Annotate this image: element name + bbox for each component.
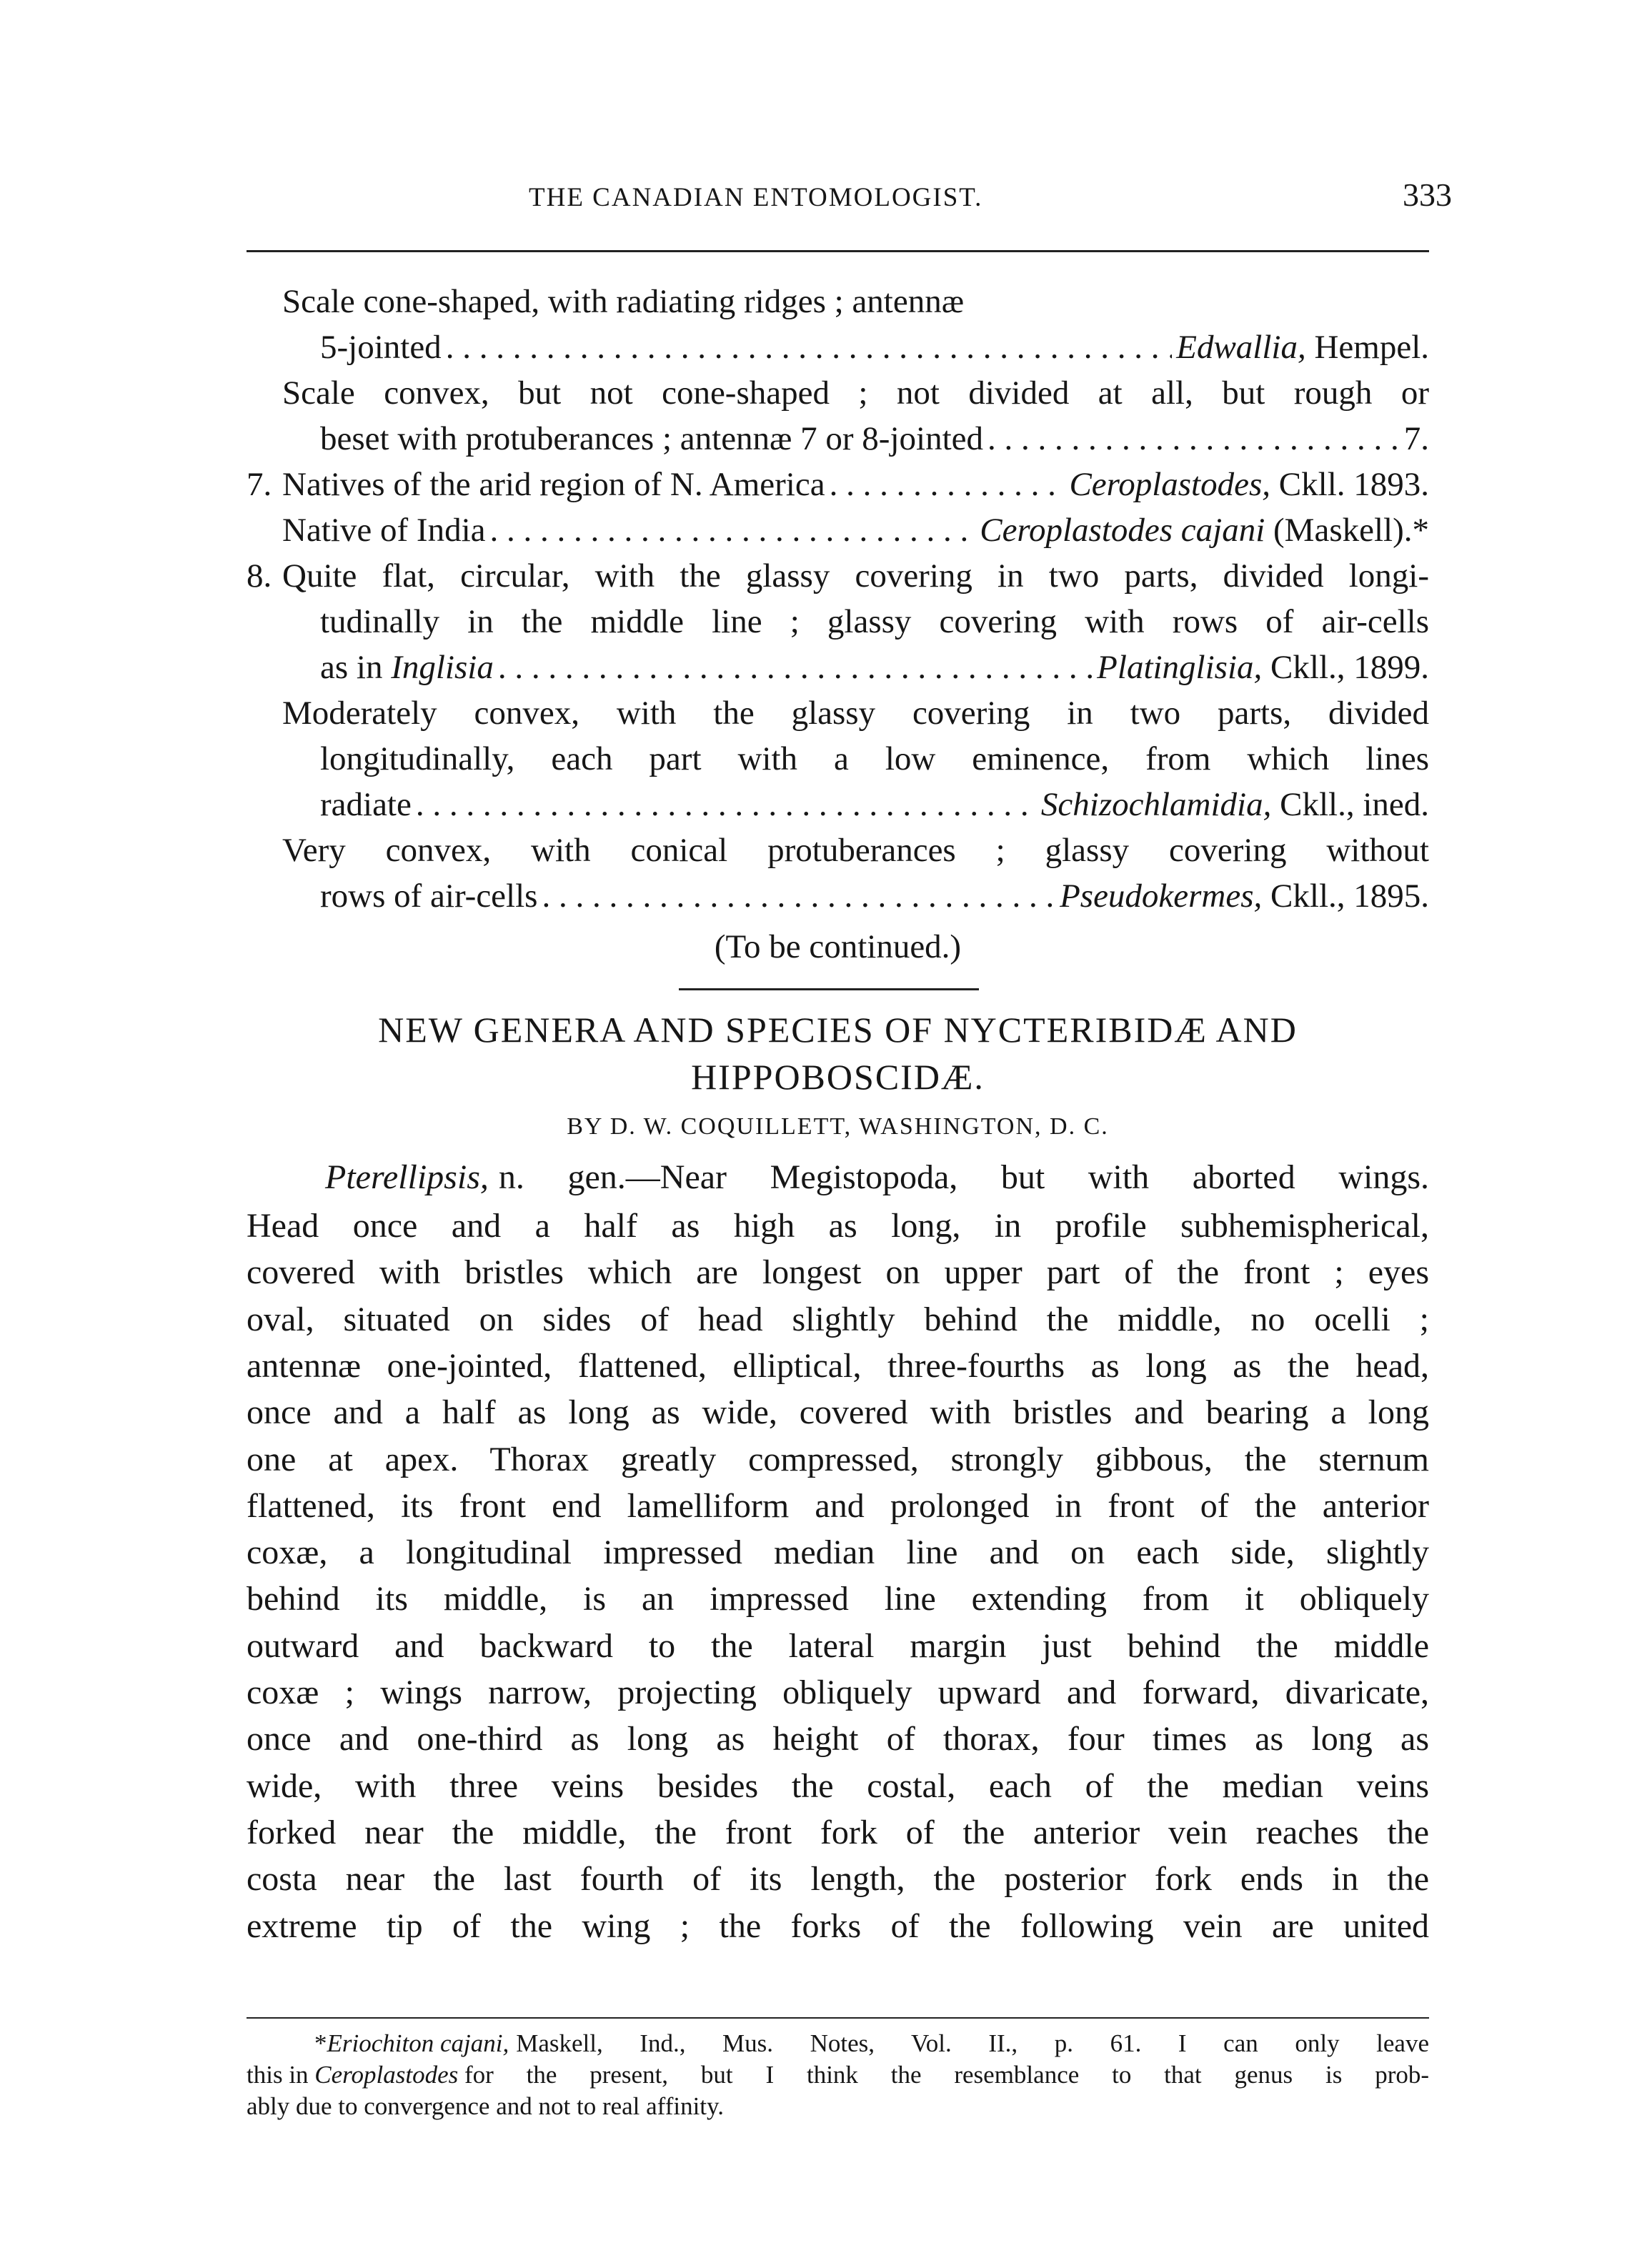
body-line: one at apex. Thorax greatly compressed, strongly gibbous, the sternum xyxy=(247,1441,1429,1478)
key-text: tudinally in the middle line ; glassy covering with rows of air-cells xyxy=(320,603,1429,640)
couplet-number: 7. xyxy=(247,466,272,503)
couplet-number: 8. xyxy=(247,557,272,595)
key-line xyxy=(320,782,1429,827)
running-header-title: THE CANADIAN ENTOMOLOGIST. xyxy=(529,183,983,212)
body-line: behind its middle, is an impressed line extending from it obliquely xyxy=(247,1580,1429,1618)
key-line xyxy=(282,690,1429,736)
taxon-name: Ceroplastodes cajani xyxy=(980,512,1265,549)
key-line xyxy=(320,324,1429,370)
taxon-author: Ckll., 1895. xyxy=(1270,877,1429,915)
body-line: antennæ one-jointed, flattened, elliptical, three-fourths as long as the head, xyxy=(247,1347,1429,1385)
to-be-continued: (To be continued.) xyxy=(714,928,962,965)
taxon-name: Edwallia, xyxy=(1176,329,1306,366)
body-line: coxæ, a longitudinal impressed median line and on each side, slightly xyxy=(247,1533,1429,1571)
key-line xyxy=(320,416,1429,462)
key-text: Scale cone-shaped, with radiating ridges ; antennæ xyxy=(282,283,965,320)
taxon-name: Schizochlamidia, xyxy=(1040,786,1272,823)
key-text: radiate xyxy=(320,786,412,823)
key-text: Scale convex, but not cone-shaped ; not divided at all, but rough or xyxy=(282,374,1429,412)
body-line: wide, with three veins besides the costal, each of the median veins xyxy=(247,1767,1429,1805)
leader-dots xyxy=(542,873,1055,919)
footnote-text: for the present, but I think the resemblance to that genus is prob- xyxy=(464,2061,1429,2089)
body-line: once and a half as long as wide, covered with bristles and bearing a long xyxy=(247,1393,1429,1431)
taxon-author: Ckll., 1899. xyxy=(1270,649,1429,686)
key-line xyxy=(320,873,1429,919)
taxon-author: (Maskell).* xyxy=(1273,512,1429,549)
body-line: flattened, its front end lamelliform and prolonged in front of the anterior xyxy=(247,1487,1429,1525)
taxon-author: Ckll. 1893. xyxy=(1278,466,1429,503)
footnote-rule xyxy=(247,2017,1429,2019)
key-line xyxy=(282,507,1429,553)
key-text: Natives of the arid region of N. America xyxy=(282,466,825,503)
body-line: once and one-third as long as height of thorax, four times as long as xyxy=(247,1720,1429,1758)
genus-name: Pterellipsis, xyxy=(325,1158,489,1196)
footnote-marker: * xyxy=(314,2029,327,2057)
article-byline: BY D. W. COQUILLETT, WASHINGTON, D. C. xyxy=(567,1113,1109,1140)
key-text: longitudinally, each part with a low eminence, from which lines xyxy=(320,740,1429,777)
key-line xyxy=(247,553,1429,599)
leader-dots xyxy=(416,782,1037,827)
key-text: beset with protuberances ; antennæ 7 or 8-jointed xyxy=(320,420,983,457)
footnote-text: this in xyxy=(247,2061,309,2089)
key-text: Native of India xyxy=(282,512,486,549)
key-line xyxy=(320,736,1429,782)
taxon-author: Ckll., ined. xyxy=(1280,786,1429,823)
key-line xyxy=(247,462,1429,507)
taxon-name: Pseudokermes, xyxy=(1060,877,1263,915)
key-text: Quite flat, circular, with the glassy covering in two parts, divided longi- xyxy=(282,557,1429,595)
key-line xyxy=(282,279,964,324)
article-title-line-1: NEW GENERA AND SPECIES OF NYCTERIBIDÆ AND xyxy=(378,1010,1298,1050)
section-divider xyxy=(679,988,979,990)
footnote-line xyxy=(247,2059,1429,2091)
footnote-line xyxy=(314,2028,1429,2059)
key-text: Very convex, with conical protuberances ; glassy covering without xyxy=(282,832,1429,869)
body-line: outward and backward to the lateral margin just behind the middle xyxy=(247,1627,1429,1665)
leader-dots xyxy=(490,507,976,553)
genus-reference: Inglisia xyxy=(391,649,494,686)
leader-dots xyxy=(830,462,1065,507)
leader-dots xyxy=(498,645,1093,690)
body-line: extreme tip of the wing ; the forks of the following vein are united xyxy=(247,1907,1429,1945)
taxon-name: Eriochiton cajani, xyxy=(327,2029,509,2057)
leader-dots xyxy=(987,416,1400,462)
footnote-text: ably due to convergence and not to real affinity. xyxy=(247,2092,725,2120)
leader-dots xyxy=(446,324,1173,370)
key-line xyxy=(282,827,1429,873)
page-number: 333 xyxy=(1403,176,1452,213)
article-title-line-2: HIPPOBOSCIDÆ. xyxy=(691,1057,985,1097)
body-line: covered with bristles which are longest on upper part of the front ; eyes xyxy=(247,1253,1429,1291)
body-line: oval, situated on sides of head slightly behind the middle, no ocelli ; xyxy=(247,1300,1429,1338)
key-text: Moderately convex, with the glassy covering in two parts, divided xyxy=(282,695,1429,732)
key-text: rows of air-cells xyxy=(320,877,538,915)
key-line xyxy=(320,599,1429,645)
body-text: n. gen.—Near Megistopoda, but with aborted wings. xyxy=(498,1158,1429,1196)
body-line: coxæ ; wings narrow, projecting obliquely upward and forward, divaricate, xyxy=(247,1673,1429,1711)
body-line: Head once and a half as high as long, in profile subhemispherical, xyxy=(247,1207,1429,1245)
taxon-author: Hempel. xyxy=(1314,329,1429,366)
key-line xyxy=(320,645,1429,690)
header-rule xyxy=(247,250,1429,252)
taxon-name: Ceroplastodes xyxy=(314,2061,459,2089)
body-line: forked near the middle, the front fork of the anterior vein reaches the xyxy=(247,1814,1429,1851)
key-line xyxy=(282,370,1429,416)
taxon-name: Ceroplastodes, xyxy=(1069,466,1271,503)
footnote-line xyxy=(247,2091,724,2122)
footnote-text: Maskell, Ind., Mus. Notes, Vol. II., p. 61. I can only leave xyxy=(516,2029,1429,2057)
body-line: costa near the last fourth of its length, the posterior fork ends in the xyxy=(247,1860,1429,1898)
key-couplet-ref: 7. xyxy=(1403,420,1429,457)
key-text: 5-jointed xyxy=(320,329,442,366)
body-line-first xyxy=(325,1154,1429,1201)
taxon-name: Platinglisia, xyxy=(1097,649,1263,686)
key-text: as in xyxy=(320,649,383,686)
